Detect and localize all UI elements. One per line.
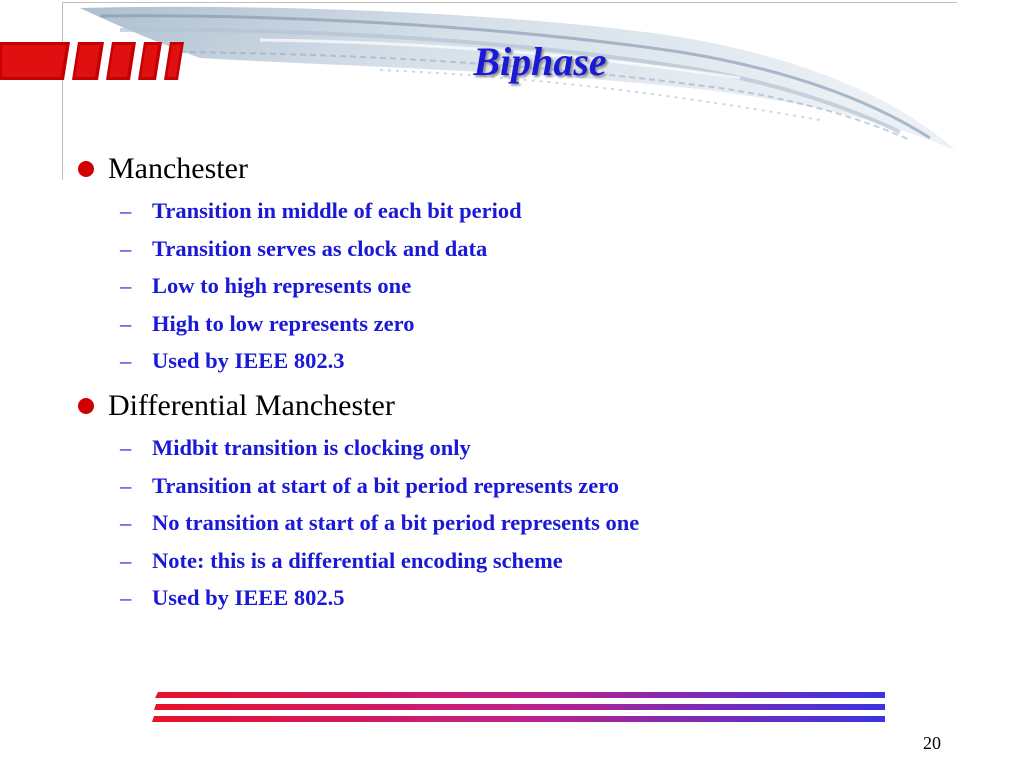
section-heading-text: Manchester	[108, 152, 248, 185]
section-heading-text: Differential Manchester	[108, 388, 395, 422]
sub-list	[76, 192, 976, 380]
footer-stripes	[152, 690, 887, 725]
dash-icon: –	[120, 348, 132, 374]
sub-list	[76, 429, 976, 617]
bullet-content	[76, 150, 976, 617]
list-item-text: Used by IEEE 802.5	[152, 585, 345, 611]
list-item	[76, 467, 976, 505]
page-number: 20	[923, 733, 941, 753]
list-item	[76, 230, 976, 268]
section-heading	[76, 387, 976, 425]
list-item	[76, 504, 976, 542]
list-item	[76, 579, 976, 617]
list-item-text: Midbit transition is clocking only	[152, 434, 471, 460]
dash-icon: –	[120, 510, 132, 536]
list-item-text: Transition at start of a bit period represents zero	[152, 472, 620, 498]
dash-icon: –	[120, 472, 132, 498]
red-blocks-logo	[0, 42, 185, 80]
dash-icon: –	[120, 434, 132, 460]
list-item-text: Low to high represents one	[152, 273, 412, 299]
list-item-text: Note: this is a differential encoding scheme	[152, 547, 563, 573]
list-item	[76, 429, 976, 467]
dash-icon: –	[120, 198, 132, 223]
list-item-text: High to low represents zero	[152, 310, 415, 336]
section-heading	[76, 150, 976, 188]
dash-icon: –	[120, 235, 132, 261]
dash-icon: –	[120, 273, 132, 299]
bullet-dot-icon	[78, 398, 94, 414]
list-item-text: Transition serves as clock and data	[152, 235, 488, 261]
dash-icon: –	[120, 547, 132, 573]
list-item	[76, 267, 976, 305]
slide-title: Biphase	[473, 39, 607, 84]
list-item-text: No transition at start of a bit period represents one	[152, 510, 640, 536]
list-item	[76, 192, 976, 230]
dash-icon: –	[120, 585, 132, 611]
list-item	[76, 305, 976, 343]
dash-icon: –	[120, 310, 132, 336]
list-item	[76, 342, 976, 380]
list-item	[76, 542, 976, 580]
list-item-text: Transition in middle of each bit period	[152, 198, 522, 223]
bullet-dot-icon	[78, 161, 94, 177]
list-item-text: Used by IEEE 802.3	[152, 348, 345, 374]
